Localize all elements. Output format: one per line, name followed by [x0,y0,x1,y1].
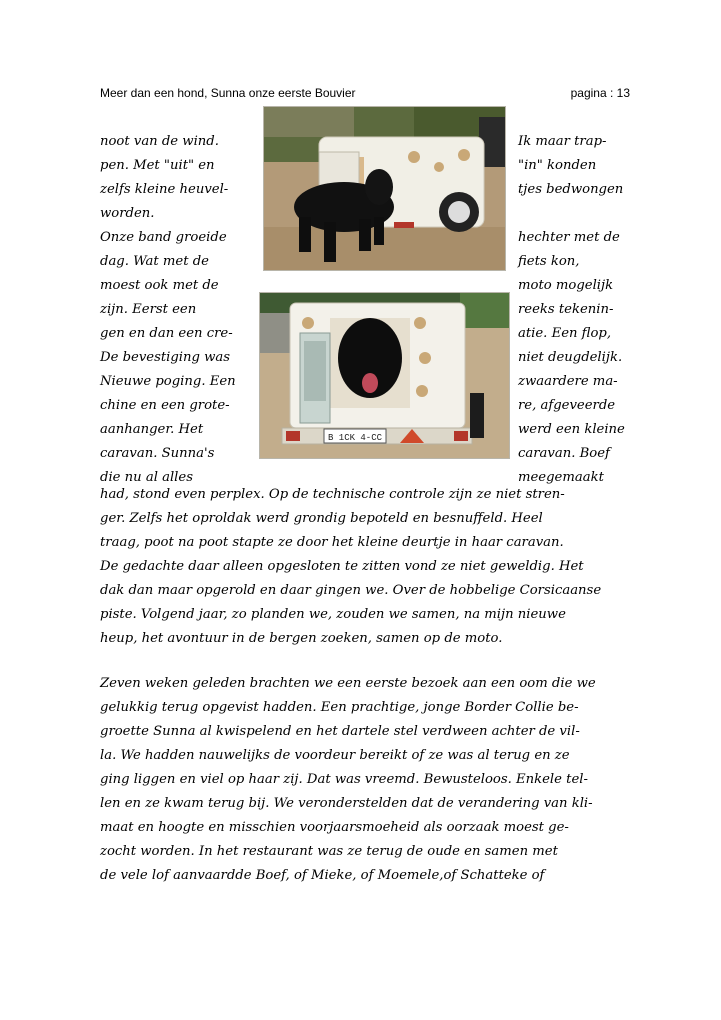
paragraph-line: len en ze kwam terug bij. We veronderstelden dat de verandering van kli- [100,796,593,811]
left-line: Nieuwe poging. Een [100,374,236,389]
left-line: die nu al alles [100,470,193,485]
left-line: Onze band groeide [100,230,227,245]
paragraph-line: ging liggen en viel op haar zij. Dat was vreemd. Bewusteloos. Enkele tel- [100,772,588,787]
right-line: caravan. Boef [518,446,610,461]
right-line: niet deugdelijk. [518,350,623,365]
right-line: meegemaakt [518,470,604,485]
left-line: gen en dan een cre- [100,326,233,341]
left-line: chine en een grote- [100,398,230,413]
paragraph-line: Zeven weken geleden brachten we een eerste bezoek aan een oom die we [100,676,596,691]
right-line: atie. Een flop, [518,326,612,341]
right-line: moto mogelijk [518,278,614,293]
right-line: fiets kon, [518,254,580,269]
paragraph-line: gelukkig terug opgevist hadden. Een prachtige, jonge Border Collie be- [100,700,579,715]
paragraph-line: piste. Volgend jaar, zo planden we, zouden we samen, na mijn nieuwe [100,607,566,622]
page-number: pagina : 13 [570,86,630,100]
right-line: zwaardere ma- [518,374,618,389]
paragraph-2 [100,672,640,888]
paragraph-line: ger. Zelfs het oproldak werd grondig bepoteld en besnuffeld. Heel [100,511,543,526]
paragraph-line: De gedachte daar alleen opgesloten te zitten vond ze niet geweldig. Het [100,559,584,574]
left-line: moest ook met de [100,278,219,293]
right-line: hechter met de [518,230,620,245]
left-line: De bevestiging was [100,350,231,365]
left-line: aanhanger. Het [100,422,204,437]
left-line: noot van de wind. [100,134,219,149]
right-line [518,202,638,226]
paragraph-line: had, stond even perplex. Op de technische controle zijn ze niet stren- [100,487,565,502]
paragraph-line: traag, poot na poot stapte ze door het kleine deurtje in haar caravan. [100,535,564,550]
paragraph-line: la. We hadden nauwelijks de voordeur bereikt of ze was al terug en ze [100,748,570,763]
license-plate-text: B 1CK 4-CC [328,433,383,443]
page-header [100,86,630,104]
left-line: zijn. Eerst een [100,302,197,317]
paragraph-line: heup, het avontuur in de bergen zoeken, samen op de moto. [100,631,503,646]
left-line: worden. [100,206,155,221]
right-line: re, afgeveerde [518,398,616,413]
left-text-column [100,130,260,490]
paragraph-line: groette Sunna al kwispelend en het dartele stel verdween achter de vil- [100,724,580,739]
right-text-column [518,130,638,490]
photo-dog-inside-caravan [259,292,510,459]
right-line: werd een kleine [518,422,625,437]
paragraph-line: dak dan maar opgerold en daar gingen we. Over de hobbelige Corsicaanse [100,583,602,598]
left-line: dag. Wat met de [100,254,209,269]
photo-dog-with-caravan [263,106,506,271]
right-line: "in" konden [518,158,597,173]
right-line: Ik maar trap- [518,134,607,149]
paragraph-1 [100,483,640,651]
paragraph-line: de vele lof aanvaardde Boef, of Mieke, of Moemele,of Schatteke of [100,868,545,883]
left-line: zelfs kleine heuvel- [100,182,229,197]
paragraph-line: zocht worden. In het restaurant was ze terug de oude en samen met [100,844,558,859]
document-title: Meer dan een hond, Sunna onze eerste Bouvier [100,86,356,100]
left-line: caravan. Sunna's [100,446,215,461]
paragraph-line: maat en hoogte en misschien voorjaarsmoeheid als oorzaak moest ge- [100,820,569,835]
right-line: reeks tekenin- [518,302,614,317]
left-line: pen. Met "uit" en [100,158,215,173]
right-line: tjes bedwongen [518,182,624,197]
